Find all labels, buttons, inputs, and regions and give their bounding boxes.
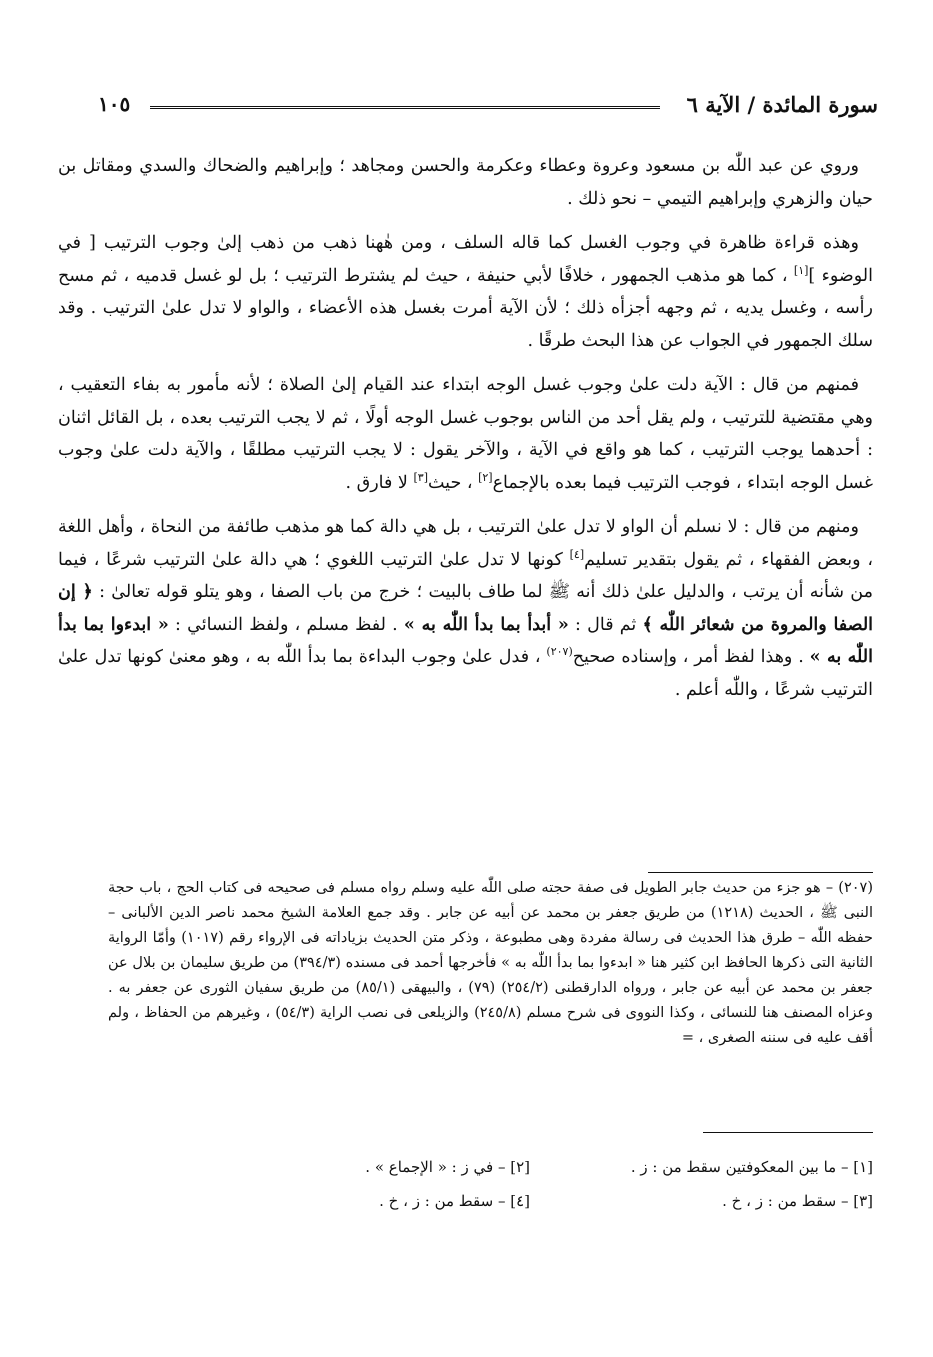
note-3: [٣] – سقط من : ز ، خ . [722, 1192, 873, 1210]
note-4: [٤] – سقط من : ز ، خ . [379, 1192, 530, 1210]
text-run: وهذه قراءة ظاهرة في وجوب الغسل كما قاله السلف ، ومن هٰهنا ذهب من ذهب إلىٰ وجوب الترتيب [ في الوضوء ] [58, 233, 873, 286]
header-rule [150, 106, 660, 109]
notes-row-2 [230, 1184, 873, 1218]
text-run: ومنهم من قال : لا نسلم أن الواو لا تدل علىٰ الترتيب ، بل هي دالة كما هو مذهب طائفة من النحاة ، وأهل اللغة ، وبعض الفقهاء ، ثم يقول بتقدير تسليم [58, 517, 873, 570]
paragraph-4 [58, 511, 873, 706]
hadith-quote-1: « أبدأ بما بدأ اللّٰه به » [403, 614, 569, 635]
note-ref-3: [٣] [413, 470, 428, 484]
text-run: ، كما هو مذهب الجمهور ، خلافًا لأبي حنيفة ، حيث لم يشترط الترتيب ؛ بل لو غسل قدميه ، ثم مسح رأسه ، وغسل يديه ، ثم وجهه أجزأه ذلك ؛ لأن الآية أمرت بغسل هذه الأعضاء ، والواو لا تدل علىٰ الترتيب . وقد سلك الجمهور في الجواب عن هذا البحث طرقًا . [58, 265, 873, 351]
hadith-quote-2: « ابدءوا بما بدأ اللّٰه به » [58, 614, 873, 667]
paragraph-3 [58, 369, 873, 499]
note-1: [١] – ما بين المعكوفتين سقط من : ز . [630, 1158, 873, 1176]
note-ref-1: [١] [793, 263, 809, 277]
text-run: ، حيث [428, 472, 479, 493]
footnote-text: (٢٠٧) – هو جزء من حديث جابر الطويل فى صفة حجته صلى اللّٰه عليه وسلم رواه مسلم فى صحيحه فى كتاب الحج ، باب حجة النبى ﷺ ، الحديث (١٢١٨) من طريق جعفر بن محمد عن أبيه عن جابر . وقد جمع العلامة الشيخ محمد ناصر الدين الألبانى – حفظه اللّٰه – طرق هذا الحديث فى رسالة مفردة وهى مطبوعة ، وذكر متن الحديث بزياداته فى الإرواء رقم (١٠١٧) وأمّا الرواية الثانية التى ذكرها الحافظ ابن كثير هنا « ابدءوا بما بدأ اللّٰه به » فأخرجها أحمد فى مسنده (٣٩٤/٣) من طريق سليمان بن بلال عن جعفر بن محمد عن أبيه عن جابر ، ورواه الدارقطنى (٢٥٤/٢) (٧٩) ، والبيهقى (٨٥/١) من طريق سفيان الثورى عن جعفر به . وعزاه المصنف هنا للنسائى ، وكذا النووى فى شرح مسلم (٢٤٥/٨) والزيلعى فى نصب الراية (٥٤/٣) ، وغيرهم من الحفاظ ، ولم أقف عليه فى سننه الصغرى ، = [108, 880, 873, 1046]
notes-rule [703, 1132, 873, 1133]
surah-title: سورة المائدة / الآية ٦ [686, 92, 878, 117]
footnote-ref-207: (٢٠٧) [546, 645, 573, 659]
notes-row-1 [230, 1150, 873, 1184]
note-2: [٢] – في ز : « الإجماع » . [365, 1158, 530, 1176]
text-run: كونها لا تدل علىٰ الترتيب اللغوي ؛ هي دالة علىٰ الترتيب شرعًا ، فيما من شأنه أن يرتب ، والدليل علىٰ ذلك أنه ﷺ لما طاف بالبيت ؛ خرج من باب الصفا ، وهو يتلو قوله تعالىٰ : [58, 549, 873, 602]
running-header [98, 92, 878, 124]
text-run: فمنهم من قال : الآية دلت علىٰ وجوب غسل الوجه ابتداء عند القيام إلىٰ الصلاة ؛ لأنه مأمور به بفاء التعقيب ، وهي مقتضية للترتيب ، ولم يقل أحد من الناس بوجوب غسل الوجه أولًا ، ثم لا يجب الترتيب بعده ، بل القائل اثنان : أحدهما يوجب الترتيب ، كما هو واقع في الآية ، والآخر يقول : لا يجب الترتيب مطلقًا ، والآية دلت علىٰ وجوب غسل الوجه ابتداء ، فوجب الترتيب فيما بعده بالإجماع [58, 375, 873, 493]
text-run: لا فارق . [345, 472, 414, 493]
note-ref-4: [٤] [569, 547, 585, 561]
text-run: ، فدل علىٰ وجوب البداءة بما بدأ اللّٰه به ، وهو معنىٰ كونها تدل علىٰ الترتيب شرعًا ، واللّٰه أعلم . [58, 647, 873, 700]
text-run: وروي عن عبد اللّٰه بن مسعود وعروة وعطاء وعكرمة والحسن ومجاهد ؛ وإبراهيم والضحاك والسدي ومقاتل بن حيان والزهري وإبراهيم التيمي – نحو ذلك . [58, 156, 873, 209]
text-run: ثم قال : [568, 614, 643, 635]
main-text [58, 150, 873, 718]
footnote-rule [648, 872, 873, 873]
text-run: . وهذا لفظ أمر ، وإسناده صحيح [572, 647, 810, 667]
text-run: . لفظ مسلم ، ولفظ النسائي : [168, 614, 404, 635]
note-ref-2: [٢] [478, 470, 493, 484]
footnote-207 [108, 876, 873, 1051]
variant-notes [230, 1150, 873, 1218]
page-number: ١٠٥ [98, 92, 131, 116]
paragraph-2 [58, 227, 873, 357]
quran-quote: ﴿ إن الصفا والمروة من شعائر اللّٰه ﴾ [58, 582, 874, 635]
paragraph-1 [58, 150, 873, 215]
